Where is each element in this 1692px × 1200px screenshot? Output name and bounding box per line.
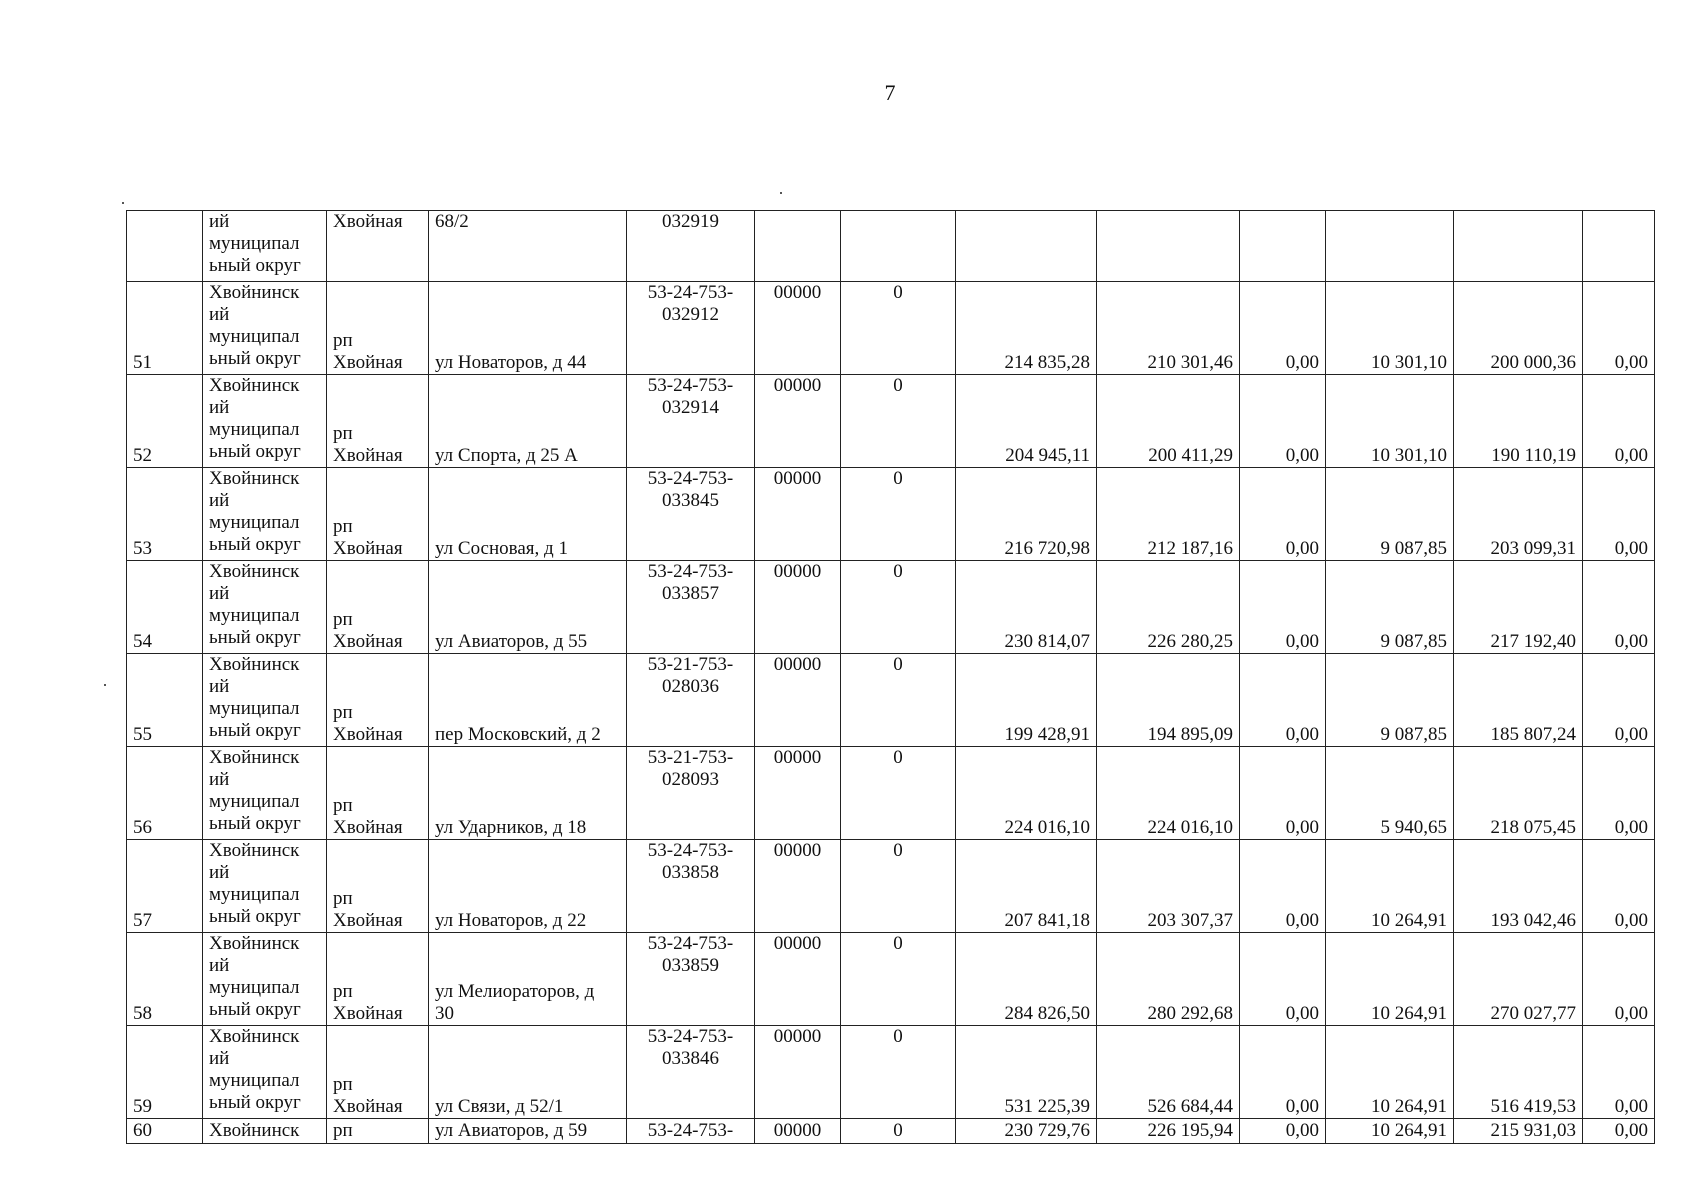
code-b-cell: 0 (841, 654, 956, 747)
code-a-cell: 00000 (755, 375, 841, 468)
amount-cell-v2: 210 301,46 (1097, 282, 1240, 375)
amount-cell-v1 (956, 211, 1097, 282)
district-cell (203, 654, 327, 747)
page-number: 7 (884, 80, 896, 105)
amount-cell-v4 (1326, 211, 1454, 282)
cell-line: муниципал (209, 326, 300, 347)
amount-cell-v4: 10 264,91 (1326, 1026, 1454, 1119)
amount-cell-v3: 0,00 (1240, 282, 1326, 375)
cell-line: ий (209, 583, 230, 604)
cell-line: Хвойная (333, 211, 403, 232)
amount-cell-v4: 10 301,10 (1326, 282, 1454, 375)
cell-line: муниципал (209, 605, 300, 626)
table-row (127, 1119, 1655, 1144)
cell-line: 53-24-753- (647, 1120, 734, 1141)
table-row (127, 375, 1655, 468)
amount-cell-v5: 200 000,36 (1454, 282, 1583, 375)
code-a-cell: 00000 (755, 933, 841, 1026)
cell-line: рп (333, 888, 353, 909)
cell-line: муниципал (209, 512, 300, 533)
cell-line: 53-21-753- (647, 747, 734, 768)
cell-line: пер Московский, д 2 (435, 724, 601, 745)
cell-line: рп (333, 981, 353, 1002)
amount-cell-v4: 5 940,65 (1326, 747, 1454, 840)
cell-line: ул Мелиораторов, д (435, 981, 595, 1002)
locality-cell (327, 654, 429, 747)
code-b-cell: 0 (841, 282, 956, 375)
amount-cell-v5: 193 042,46 (1454, 840, 1583, 933)
cell-line: Хвойнинск (209, 1026, 300, 1047)
scan-speck (104, 684, 106, 686)
code-cell (627, 1026, 755, 1119)
cell-line: ул Авиаторов, д 59 (435, 1120, 588, 1141)
cell-line: Хвойная (333, 1003, 403, 1024)
cell-line: ий (209, 676, 230, 697)
amount-cell-v2: 194 895,09 (1097, 654, 1240, 747)
cell-line: Хвойная (333, 445, 403, 466)
cell-line: 68/2 (435, 211, 469, 232)
address-cell (429, 561, 627, 654)
cell-line: ий (209, 397, 230, 418)
cell-line: ул Связи, д 52/1 (435, 1096, 564, 1117)
amount-cell-v6: 0,00 (1583, 747, 1655, 840)
amount-cell-v1: 230 814,07 (956, 561, 1097, 654)
address-cell (429, 747, 627, 840)
code-cell (627, 933, 755, 1026)
cell-line: рп (333, 1120, 353, 1141)
amount-cell-v3: 0,00 (1240, 561, 1326, 654)
amount-cell-v4: 9 087,85 (1326, 654, 1454, 747)
amount-cell-v4: 10 264,91 (1326, 933, 1454, 1026)
cell-line: 032912 (662, 304, 719, 325)
amount-cell-v2: 203 307,37 (1097, 840, 1240, 933)
amount-cell-v3: 0,00 (1240, 468, 1326, 561)
cell-line: ьный округ (209, 627, 301, 648)
amount-cell-v1: 214 835,28 (956, 282, 1097, 375)
district-cell (203, 561, 327, 654)
code-cell (627, 375, 755, 468)
amount-cell-v6: 0,00 (1583, 561, 1655, 654)
code-a-cell: 00000 (755, 840, 841, 933)
table-row (127, 747, 1655, 840)
amount-cell-v1: 230 729,76 (956, 1119, 1097, 1144)
code-b-cell: 0 (841, 561, 956, 654)
cell-line: ий (209, 304, 230, 325)
code-a-cell: 00000 (755, 654, 841, 747)
cell-line: рп (333, 609, 353, 630)
table-row (127, 468, 1655, 561)
row-number-cell: 60 (127, 1119, 203, 1144)
cell-line: 028036 (662, 676, 719, 697)
district-cell (203, 375, 327, 468)
cell-line: ул Новаторов, д 22 (435, 910, 587, 931)
cell-line: ьный округ (209, 906, 301, 927)
cell-line: рп (333, 423, 353, 444)
cell-line: муниципал (209, 884, 300, 905)
scan-speck (780, 192, 782, 194)
code-b-cell (841, 211, 956, 282)
cell-line: ий (209, 211, 230, 232)
amount-cell-v2: 226 195,94 (1097, 1119, 1240, 1144)
cell-line: 53-24-753- (647, 933, 734, 954)
cell-line: Хвойнинск (209, 561, 300, 582)
table-row (127, 1026, 1655, 1119)
district-cell (203, 282, 327, 375)
cell-line: ьный округ (209, 999, 301, 1020)
code-cell (627, 747, 755, 840)
code-a-cell: 00000 (755, 1026, 841, 1119)
code-cell (627, 561, 755, 654)
amount-cell-v1: 204 945,11 (956, 375, 1097, 468)
address-cell (429, 468, 627, 561)
amount-cell-v3 (1240, 211, 1326, 282)
code-cell (627, 840, 755, 933)
cell-line: Хвойная (333, 352, 403, 373)
address-cell (429, 375, 627, 468)
amount-cell-v6 (1583, 211, 1655, 282)
cell-line: Хвойная (333, 631, 403, 652)
district-cell (203, 840, 327, 933)
amount-cell-v4: 9 087,85 (1326, 561, 1454, 654)
amount-cell-v5: 218 075,45 (1454, 747, 1583, 840)
code-b-cell: 0 (841, 1119, 956, 1144)
cell-line: муниципал (209, 698, 300, 719)
amount-cell-v1: 216 720,98 (956, 468, 1097, 561)
cell-line: ьный округ (209, 813, 301, 834)
amount-cell-v3: 0,00 (1240, 1026, 1326, 1119)
row-number-cell (127, 211, 203, 282)
cell-line: Хвойнинск (209, 1120, 300, 1141)
cell-line: рп (333, 516, 353, 537)
amount-cell-v5: 217 192,40 (1454, 561, 1583, 654)
district-cell (203, 211, 327, 282)
amount-cell-v3: 0,00 (1240, 840, 1326, 933)
cell-line: 032914 (662, 397, 719, 418)
cell-line: ьный округ (209, 255, 301, 276)
row-number-cell: 53 (127, 468, 203, 561)
table-row (127, 561, 1655, 654)
cell-line: Хвойнинск (209, 654, 300, 675)
amount-cell-v5: 185 807,24 (1454, 654, 1583, 747)
code-b-cell: 0 (841, 933, 956, 1026)
cell-line: ул Спорта, д 25 А (435, 445, 578, 466)
code-a-cell: 00000 (755, 468, 841, 561)
amount-cell-v2: 226 280,25 (1097, 561, 1240, 654)
amount-cell-v3: 0,00 (1240, 933, 1326, 1026)
cell-line: Хвойнинск (209, 375, 300, 396)
cell-line: рп (333, 795, 353, 816)
address-cell (429, 1119, 627, 1144)
amount-cell-v6: 0,00 (1583, 654, 1655, 747)
code-a-cell: 00000 (755, 561, 841, 654)
cell-line: 033859 (662, 955, 719, 976)
code-a-cell (755, 211, 841, 282)
code-b-cell: 0 (841, 468, 956, 561)
amount-cell-v5: 190 110,19 (1454, 375, 1583, 468)
cell-line: ьный округ (209, 441, 301, 462)
locality-cell (327, 1119, 429, 1144)
cell-line: рп (333, 702, 353, 723)
cell-line: рп (333, 330, 353, 351)
cell-line: 30 (435, 1003, 454, 1024)
cell-line: ул Авиаторов, д 55 (435, 631, 588, 652)
address-cell (429, 211, 627, 282)
locality-cell (327, 1026, 429, 1119)
locality-cell (327, 282, 429, 375)
cell-line: ий (209, 769, 230, 790)
cell-line: 53-24-753- (647, 282, 734, 303)
table-row (127, 840, 1655, 933)
address-cell (429, 933, 627, 1026)
cell-line: ьный округ (209, 348, 301, 369)
row-number-cell: 52 (127, 375, 203, 468)
cell-line: Хвойнинск (209, 282, 300, 303)
amount-cell-v5 (1454, 211, 1583, 282)
district-cell (203, 468, 327, 561)
amount-cell-v2: 200 411,29 (1097, 375, 1240, 468)
locality-cell (327, 211, 429, 282)
amount-cell-v2: 224 016,10 (1097, 747, 1240, 840)
cell-line: Хвойная (333, 724, 403, 745)
cell-line: ул Ударников, д 18 (435, 817, 587, 838)
row-number-cell: 58 (127, 933, 203, 1026)
code-b-cell: 0 (841, 840, 956, 933)
cell-line: Хвойная (333, 910, 403, 931)
cell-line: Хвойнинск (209, 933, 300, 954)
code-b-cell: 0 (841, 1026, 956, 1119)
cell-line: ул Новаторов, д 44 (435, 352, 587, 373)
cell-line: ул Сосновая, д 1 (435, 538, 568, 559)
amount-cell-v1: 199 428,91 (956, 654, 1097, 747)
cell-line: муниципал (209, 977, 300, 998)
cell-line: 033858 (662, 862, 719, 883)
row-number-cell: 51 (127, 282, 203, 375)
cell-line: 53-24-753- (647, 1026, 734, 1047)
amount-cell-v1: 284 826,50 (956, 933, 1097, 1026)
district-cell (203, 747, 327, 840)
amount-cell-v6: 0,00 (1583, 840, 1655, 933)
amount-cell-v1: 531 225,39 (956, 1026, 1097, 1119)
row-number-cell: 57 (127, 840, 203, 933)
code-b-cell: 0 (841, 375, 956, 468)
address-cell (429, 654, 627, 747)
table-row (127, 654, 1655, 747)
amount-cell-v4: 10 301,10 (1326, 375, 1454, 468)
amount-cell-v3: 0,00 (1240, 375, 1326, 468)
amount-cell-v6: 0,00 (1583, 933, 1655, 1026)
locality-cell (327, 933, 429, 1026)
address-cell (429, 1026, 627, 1119)
cell-line: Хвойная (333, 538, 403, 559)
amount-cell-v3: 0,00 (1240, 1119, 1326, 1144)
register-table (126, 210, 1655, 1144)
amount-cell-v5: 203 099,31 (1454, 468, 1583, 561)
row-number-cell: 54 (127, 561, 203, 654)
cell-line: муниципал (209, 419, 300, 440)
cell-line: Хвойнинск (209, 747, 300, 768)
row-number-cell: 59 (127, 1026, 203, 1119)
cell-line: Хвойнинск (209, 468, 300, 489)
locality-cell (327, 561, 429, 654)
code-b-cell: 0 (841, 747, 956, 840)
cell-line: 033845 (662, 490, 719, 511)
cell-line: 028093 (662, 769, 719, 790)
code-cell (627, 211, 755, 282)
row-number-cell: 56 (127, 747, 203, 840)
cell-line: 032919 (662, 211, 719, 232)
cell-line: ий (209, 955, 230, 976)
amount-cell-v6: 0,00 (1583, 282, 1655, 375)
cell-line: 53-24-753- (647, 375, 734, 396)
district-cell (203, 1026, 327, 1119)
amount-cell-v6: 0,00 (1583, 375, 1655, 468)
code-a-cell: 00000 (755, 747, 841, 840)
code-a-cell: 00000 (755, 1119, 841, 1144)
amount-cell-v2: 212 187,16 (1097, 468, 1240, 561)
code-cell (627, 654, 755, 747)
table-row (127, 282, 1655, 375)
amount-cell-v2: 526 684,44 (1097, 1026, 1240, 1119)
amount-cell-v6: 0,00 (1583, 468, 1655, 561)
cell-line: ий (209, 1048, 230, 1069)
locality-cell (327, 375, 429, 468)
amount-cell-v4: 10 264,91 (1326, 1119, 1454, 1144)
cell-line: 033857 (662, 583, 719, 604)
amount-cell-v1: 224 016,10 (956, 747, 1097, 840)
amount-cell-v3: 0,00 (1240, 654, 1326, 747)
amount-cell-v2 (1097, 211, 1240, 282)
cell-line: Хвойная (333, 817, 403, 838)
cell-line: 53-24-753- (647, 840, 734, 861)
cell-line: муниципал (209, 233, 300, 254)
amount-cell-v2: 280 292,68 (1097, 933, 1240, 1026)
cell-line: 53-21-753- (647, 654, 734, 675)
amount-cell-v5: 516 419,53 (1454, 1026, 1583, 1119)
code-cell (627, 1119, 755, 1144)
cell-line: 53-24-753- (647, 468, 734, 489)
cell-line: ьный округ (209, 720, 301, 741)
amount-cell-v5: 270 027,77 (1454, 933, 1583, 1026)
amount-cell-v5: 215 931,03 (1454, 1119, 1583, 1144)
table-body (127, 211, 1655, 1144)
code-cell (627, 468, 755, 561)
code-cell (627, 282, 755, 375)
cell-line: Хвойная (333, 1096, 403, 1117)
amount-cell-v1: 207 841,18 (956, 840, 1097, 933)
locality-cell (327, 468, 429, 561)
cell-line: 53-24-753- (647, 561, 734, 582)
code-a-cell: 00000 (755, 282, 841, 375)
cell-line: 033846 (662, 1048, 719, 1069)
cell-line: ий (209, 490, 230, 511)
cell-line: муниципал (209, 791, 300, 812)
cell-line: ий (209, 862, 230, 883)
row-number-cell: 55 (127, 654, 203, 747)
cell-line: Хвойнинск (209, 840, 300, 861)
cell-line: ьный округ (209, 1092, 301, 1113)
amount-cell-v4: 10 264,91 (1326, 840, 1454, 933)
cell-line: рп (333, 1074, 353, 1095)
amount-cell-v4: 9 087,85 (1326, 468, 1454, 561)
locality-cell (327, 747, 429, 840)
district-cell (203, 1119, 327, 1144)
table-row (127, 933, 1655, 1026)
cell-line: ьный округ (209, 534, 301, 555)
district-cell (203, 933, 327, 1026)
cell-line: муниципал (209, 1070, 300, 1091)
address-cell (429, 840, 627, 933)
amount-cell-v3: 0,00 (1240, 747, 1326, 840)
table-row (127, 211, 1655, 282)
locality-cell (327, 840, 429, 933)
amount-cell-v6: 0,00 (1583, 1026, 1655, 1119)
amount-cell-v6: 0,00 (1583, 1119, 1655, 1144)
scan-speck (122, 202, 124, 204)
address-cell (429, 282, 627, 375)
